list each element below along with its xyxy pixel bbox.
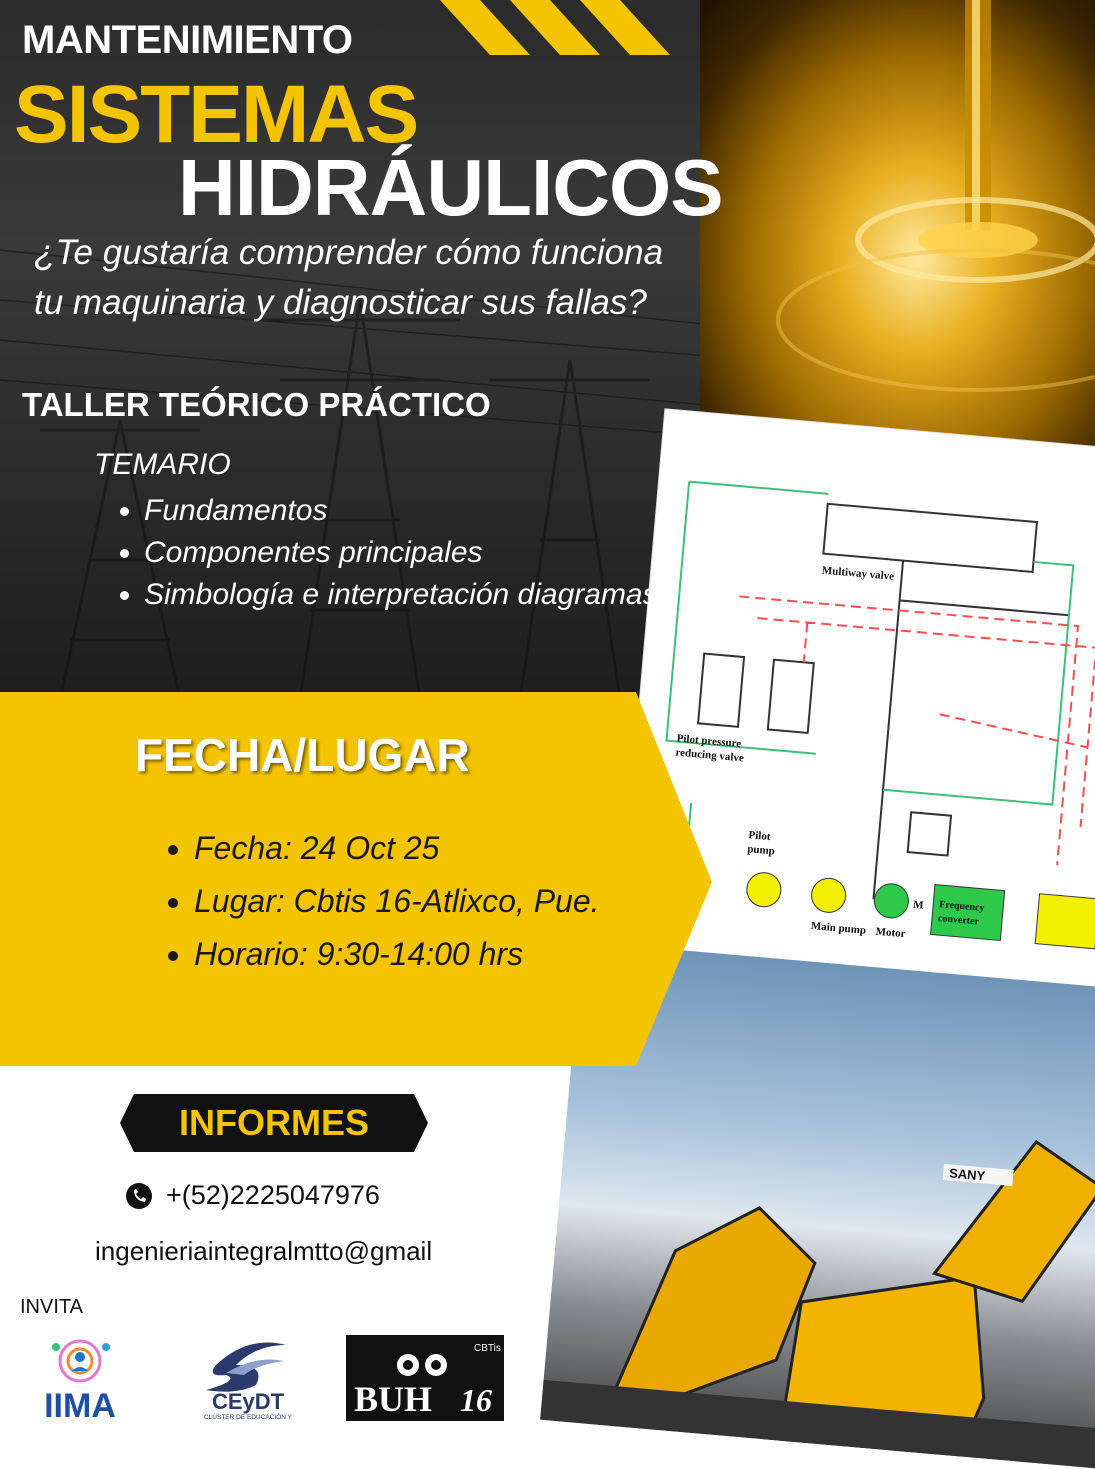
- sany-brand-label: SANY: [948, 1165, 986, 1184]
- temario-title: TEMARIO: [94, 448, 231, 481]
- invita-label: INVITA: [20, 1296, 83, 1318]
- ceydt-logo: [196, 1335, 300, 1421]
- ceydt-logo-subtext: CLÚSTER DE EDUCACIÓN Y: [203, 1414, 293, 1421]
- title-sistemas: SISTEMAS: [14, 69, 418, 160]
- main-pump-label: Main pump: [810, 919, 867, 937]
- motor-symbol-label: M: [912, 898, 924, 912]
- temario-item: • Simbología e interpretación diagramas: [144, 574, 664, 616]
- ceydt-logo-graphic: [196, 1335, 300, 1421]
- cbtis-label: CBTis: [474, 1343, 501, 1354]
- iima-logo-text: IIMA: [44, 1387, 116, 1421]
- workshop-type: TALLER TEÓRICO PRÁCTICO: [22, 386, 491, 423]
- ceydt-logo-text: CEyDT: [211, 1389, 285, 1414]
- informes-title: INFORMES: [178, 1102, 369, 1143]
- title-mantenimiento: MANTENIMIENTO: [22, 18, 353, 62]
- fecha-lugar-title: FECHA/LUGAR: [135, 729, 470, 781]
- temario-list: [110, 490, 664, 616]
- title-hidraulicos: HIDRÁULICOS: [178, 143, 723, 232]
- event-schedule: • Horario: 9:30-14:00 hrs: [194, 928, 600, 981]
- motor-label: Motor: [875, 925, 906, 941]
- iima-logo: [18, 1335, 142, 1421]
- oil-drop-image: [700, 0, 1095, 470]
- contact-email[interactable]: ingenieriaintegralmtto@gmail: [95, 1236, 433, 1266]
- pump-label: pump: [746, 843, 776, 858]
- reducing-valve-label: reducing valve: [674, 746, 745, 765]
- cbtis-owl-logo-graphic: [346, 1335, 504, 1421]
- temario-item: • Componentes principales: [144, 532, 664, 574]
- converter-label: converter: [937, 912, 980, 928]
- oil-stream-graphic: [700, 0, 1095, 470]
- iima-logo-graphic: [18, 1335, 142, 1421]
- intro-question: ¿Te gustaría comprender cómo funciona tu maquinaria y diagnosticar sus fallas?: [34, 233, 664, 322]
- event-location: • Lugar: Cbtis 16-Atlixco, Pue.: [194, 875, 600, 928]
- frequency-label: Frequency: [938, 899, 985, 914]
- multiway-valve-label: Multiway valve: [821, 564, 895, 583]
- temario-item: • Fundamentos: [144, 490, 664, 532]
- contact-phone[interactable]: +(52)2225047976: [166, 1180, 380, 1210]
- event-details-list: [160, 822, 600, 981]
- whatsapp-phone-icon: [125, 1182, 153, 1210]
- cbtis-number: 16: [460, 1382, 492, 1418]
- event-date: • Fecha: 24 Oct 25: [194, 822, 600, 875]
- cbtis-16-logo: [346, 1335, 504, 1421]
- pilot-pressure-label: Pilot pressure: [676, 732, 742, 751]
- pilot-label: Pilot: [748, 829, 771, 844]
- buho-logo-text: BUH: [354, 1379, 433, 1419]
- caution-stripes: [430, 0, 670, 55]
